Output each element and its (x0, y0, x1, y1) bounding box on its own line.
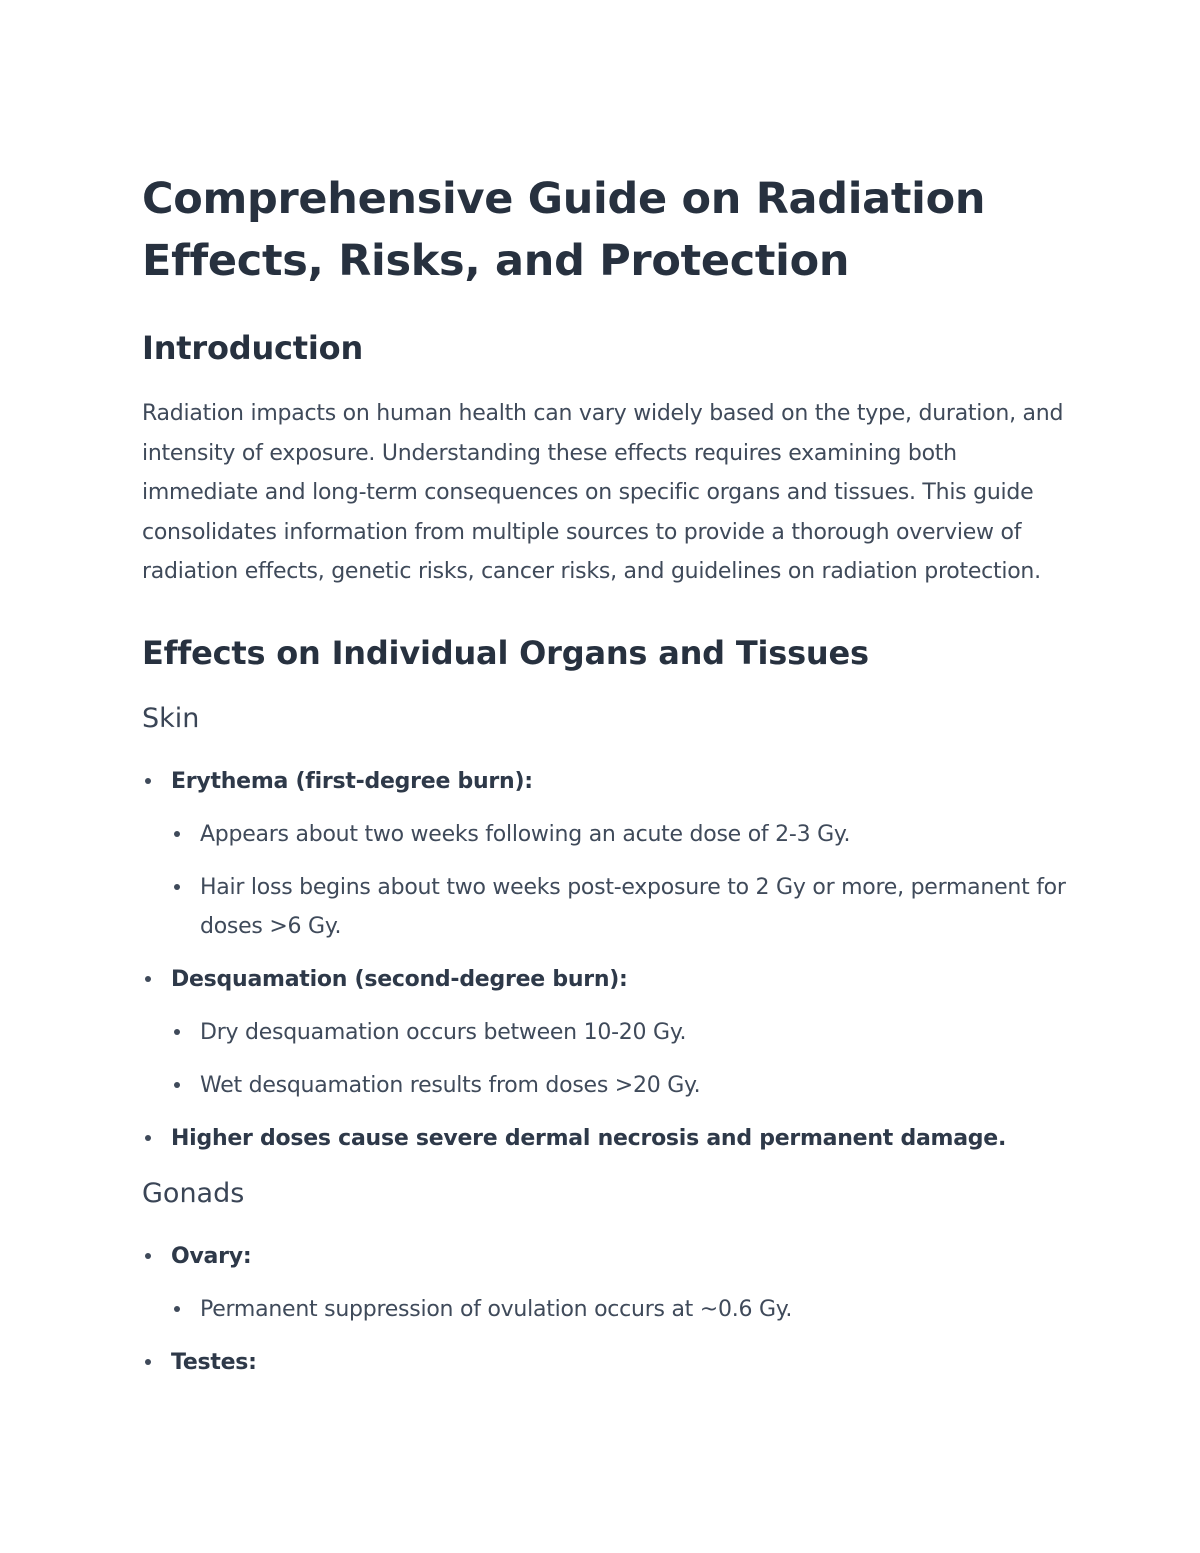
erythema-label: Erythema (first-degree burn): (171, 768, 533, 794)
bullet-icon (174, 1082, 180, 1088)
bullet-icon (145, 778, 151, 784)
testes-label: Testes: (171, 1349, 257, 1375)
erythema-item: Appears about two weeks following an acute dose of 2-3 Gy. (200, 821, 851, 847)
desquamation-item: Wet desquamation results from doses >20 Gy. (200, 1072, 701, 1098)
desquamation-item: Dry desquamation occurs between 10-20 Gy. (200, 1019, 687, 1045)
higher-doses-label: Higher doses cause severe dermal necrosis and permanent damage. (171, 1125, 1007, 1151)
ovary-label: Ovary: (171, 1243, 252, 1269)
document-title: Comprehensive Guide on Radiation Effects, Risks, and Protection (142, 174, 986, 286)
bullet-icon (145, 1359, 151, 1365)
list-item (142, 1343, 1072, 1382)
gonads-effects-list (142, 1237, 1072, 1382)
bullet-icon (145, 976, 151, 982)
list-item (142, 960, 1072, 999)
ovary-item: Permanent suppression of ovulation occurs at ~0.6 Gy. (200, 1296, 793, 1322)
list-item (142, 1237, 1072, 1276)
list-item (142, 868, 1072, 946)
organs-section-heading: Effects on Individual Organs and Tissues (142, 633, 869, 672)
list-item (142, 762, 1072, 801)
desquamation-label: Desquamation (second-degree burn): (171, 966, 628, 992)
introduction-paragraph: Radiation impacts on human health can vary widely based on the type, duration, and intensity of exposure. Understanding these effects requires examining both immediate and long-term consequences on specific organs and tissues. This guide consolidates information from multiple sources to provide a thorough overview of radiation effects, genetic risks, cancer risks, and guidelines on radiation protection. (142, 401, 1064, 585)
bullet-icon (174, 831, 180, 837)
erythema-item: Hair loss begins about two weeks post-exposure to 2 Gy or more, permanent for doses >6 Gy. (200, 874, 1066, 939)
list-item (142, 1013, 1072, 1052)
bullet-icon (174, 1306, 180, 1312)
bullet-icon (174, 1029, 180, 1035)
skin-effects-list (142, 762, 1072, 1158)
bullet-icon (145, 1253, 151, 1259)
gonads-subheading: Gonads (142, 1177, 245, 1209)
document-page (142, 168, 1072, 1382)
list-item (142, 1290, 1072, 1329)
bullet-icon (145, 1135, 151, 1141)
bullet-icon (174, 884, 180, 890)
introduction-heading: Introduction (142, 329, 364, 367)
list-item (142, 1066, 1072, 1105)
skin-subheading: Skin (142, 702, 200, 734)
list-item (142, 1119, 1072, 1158)
list-item (142, 815, 1072, 854)
